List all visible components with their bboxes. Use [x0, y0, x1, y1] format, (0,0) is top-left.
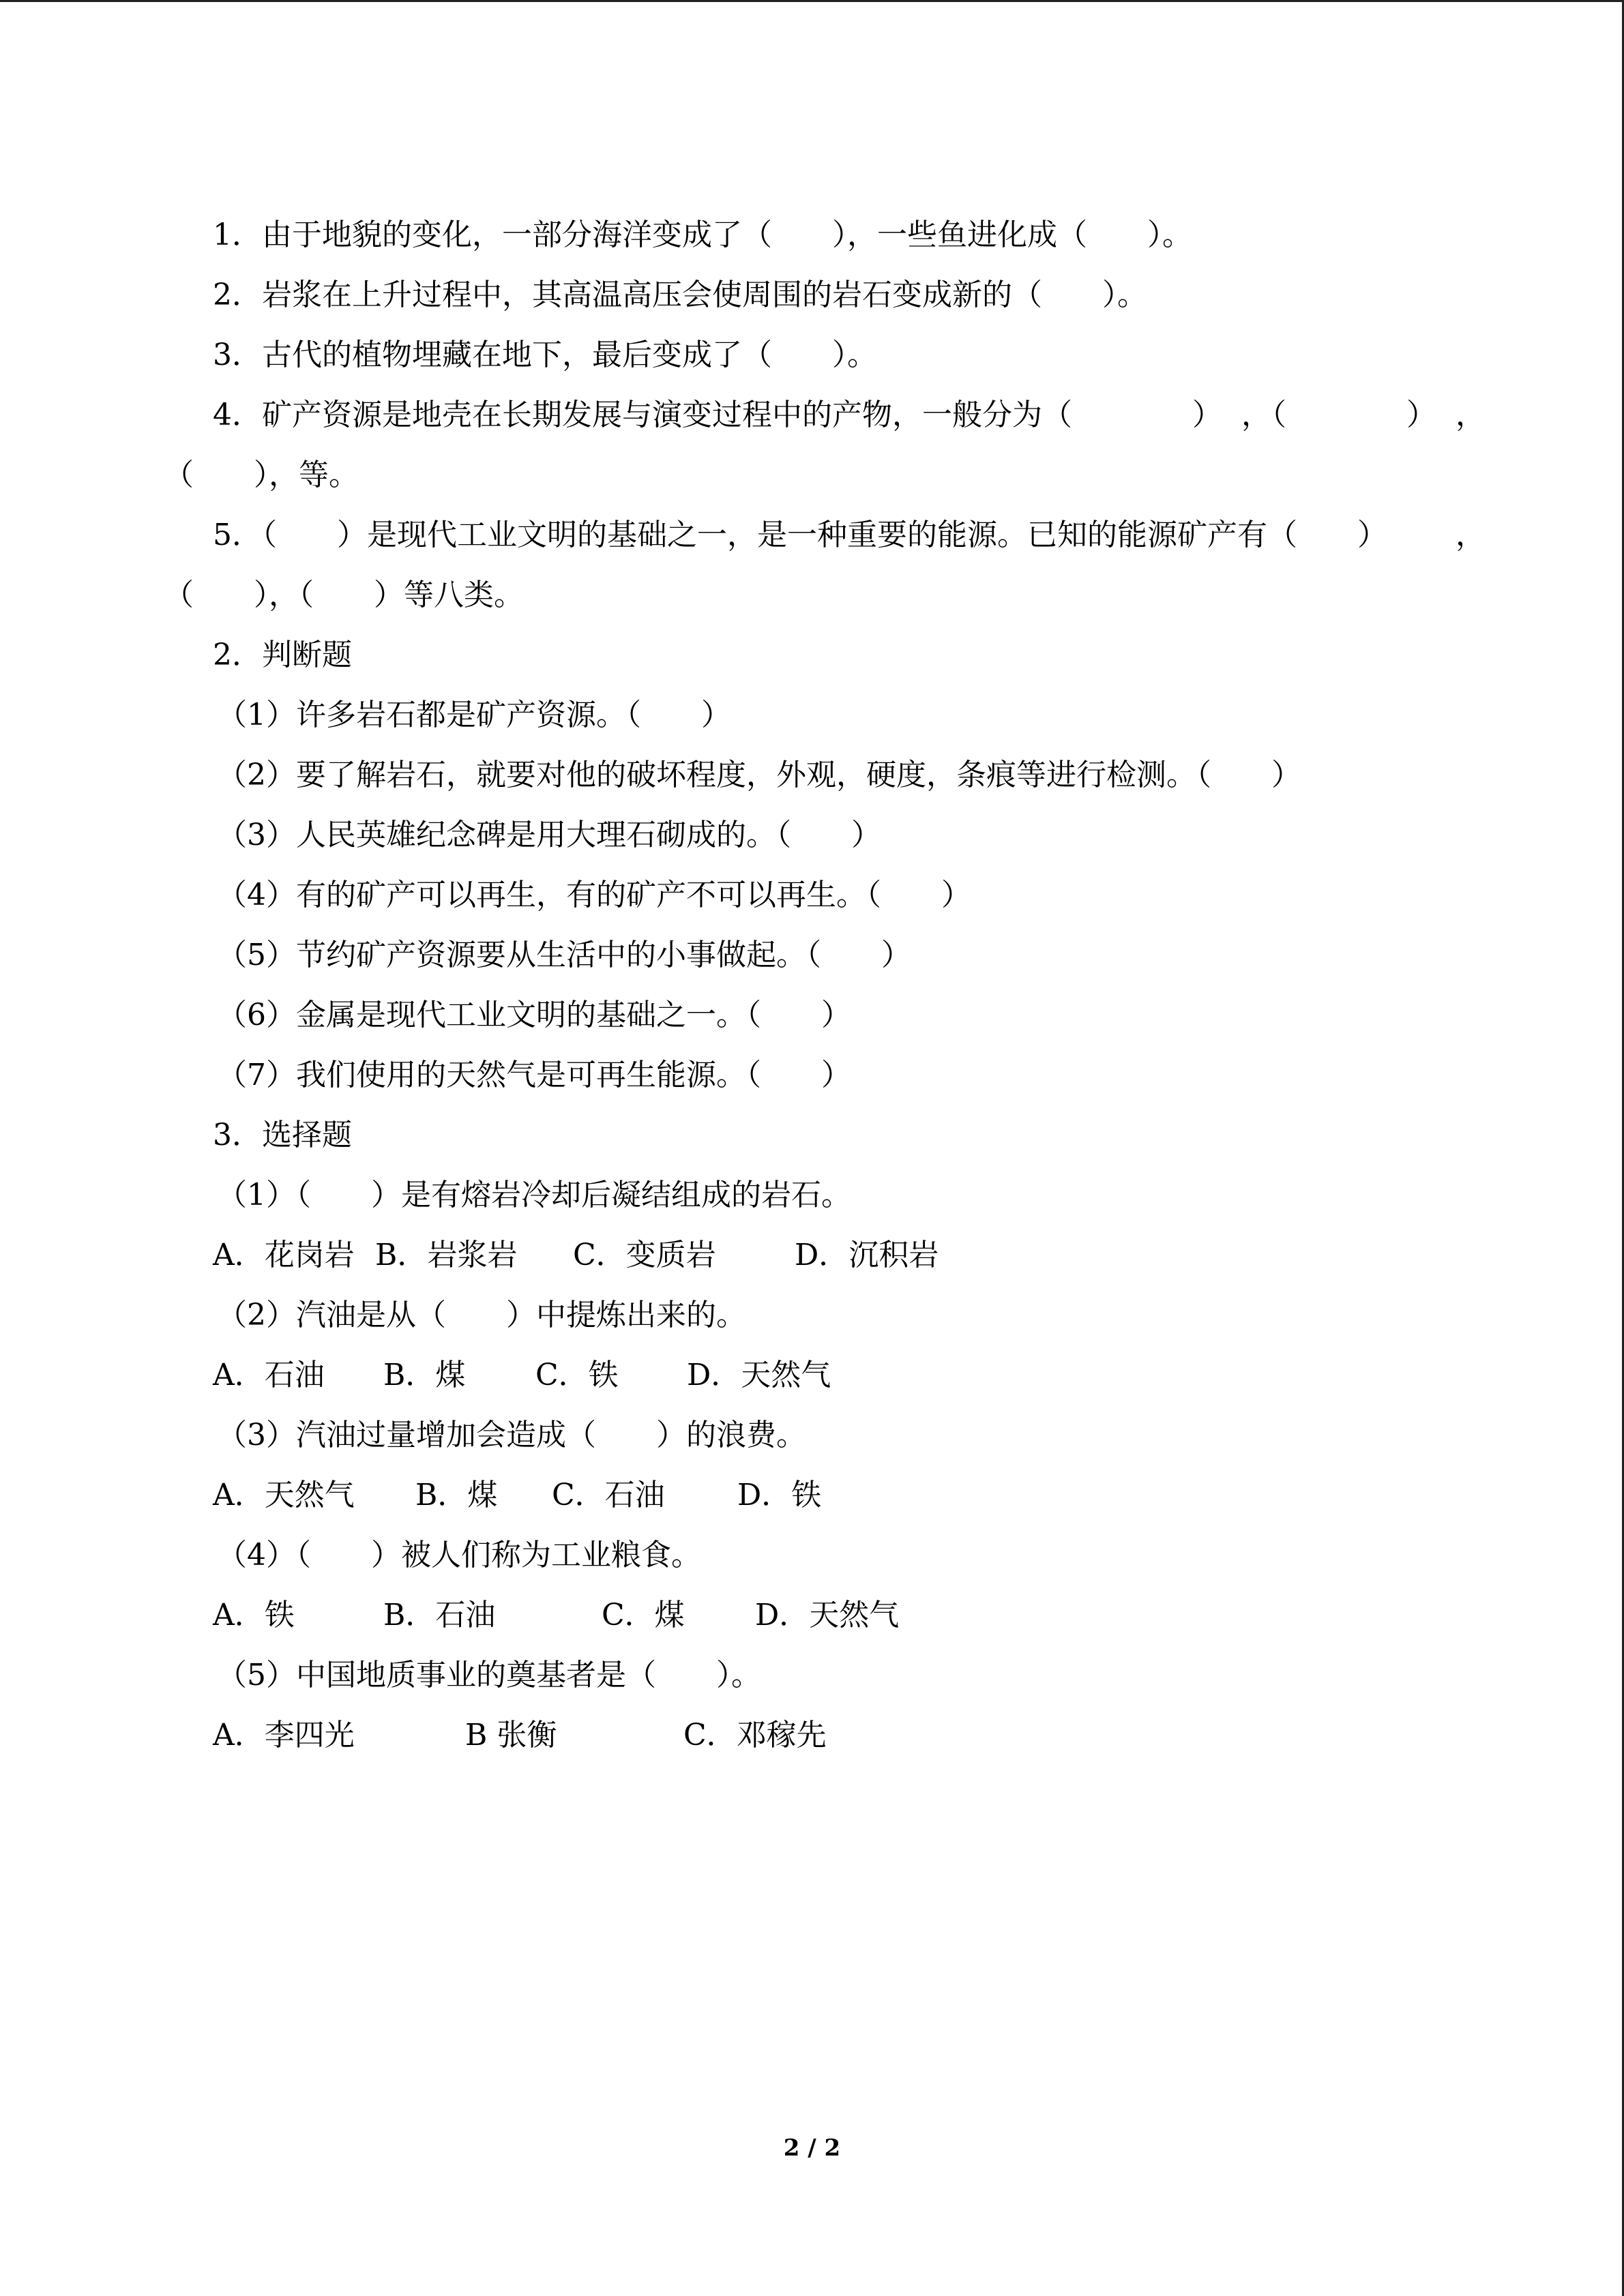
fill-blank-q5-part1: 5．（ ）是现代工业文明的基础之一，是一种重要的能源。已知的能源矿产有（ ）: [213, 518, 1387, 552]
choice-q4-option-d: D．天然气: [755, 1598, 900, 1632]
judgment-item-1: （1）许多岩石都是矿产资源。（ ）: [217, 698, 731, 732]
choice-q1-option-c: C．变质岩: [573, 1238, 716, 1272]
judgment-item-2: （2）要了解岩石，就要对他的破坏程度，外观，硬度，条痕等进行检测。（ ）: [217, 758, 1301, 792]
fill-blank-q4-part2: ，（ ）: [1241, 398, 1436, 432]
fill-blank-q4-part1: 4．矿产资源是地壳在长期发展与演变过程中的产物，一般分为（ ）: [213, 398, 1222, 432]
choice-q5-option-b: B 张衡: [465, 1718, 557, 1753]
choice-q4-option-c: C．煤: [602, 1598, 685, 1632]
choice-q5-option-c: C．邓稼先: [683, 1718, 827, 1753]
choice-q1-option-a: A．花岗岩: [213, 1238, 355, 1272]
choice-q2-option-c: C．铁: [535, 1358, 619, 1392]
choice-q1-option-d: D．沉积岩: [795, 1238, 939, 1272]
judgment-item-6: （6）金属是现代工业文明的基础之一。（ ）: [217, 998, 851, 1032]
choice-q2-options: [213, 1355, 831, 1396]
judgment-item-4: （4）有的矿产可以再生，有的矿产不可以再生。（ ）: [217, 878, 971, 912]
choice-q4-stem: （4）（ ）被人们称为工业粮食。: [217, 1538, 701, 1572]
page-number: 2 / 2: [783, 2134, 841, 2162]
judgment-heading: 2．判断题: [213, 638, 352, 672]
choice-q3-option-c: C．石油: [552, 1478, 665, 1512]
choice-q2-stem: （2）汽油是从（ ）中提炼出来的。: [217, 1298, 746, 1332]
fill-blank-q5-continued: （ ），（ ）等八类。: [164, 578, 524, 612]
judgment-item-5: （5）节约矿产资源要从生活中的小事做起。（ ）: [217, 938, 911, 972]
fill-blank-q3: 3．古代的植物埋藏在地下，最后变成了（ ）。: [213, 338, 877, 372]
fill-blank-q2: 2．岩浆在上升过程中，其高温高压会使周围的岩石变成新的（ ）。: [213, 278, 1147, 312]
choice-q4-option-a: A．铁: [213, 1598, 295, 1632]
choice-q3-option-d: D．铁: [737, 1478, 822, 1512]
choice-q2-option-a: A．石油: [213, 1358, 325, 1392]
top-border: [0, 0, 1624, 2]
fill-blank-q4-continued: （ ），等。: [164, 458, 359, 492]
choice-q5-options: [213, 1715, 827, 1756]
choice-q4-options: [213, 1595, 899, 1636]
judgment-item-7: （7）我们使用的天然气是可再生能源。（ ）: [217, 1058, 851, 1092]
choice-q3-option-a: A．天然气: [213, 1478, 355, 1512]
choice-q1-stem: （1）（ ）是有熔岩冷却后凝结组成的岩石。: [217, 1178, 851, 1212]
choice-q5-option-a: A．李四光: [213, 1718, 355, 1753]
choice-q3-stem: （3）汽油过量增加会造成（ ）的浪费。: [217, 1418, 806, 1452]
fill-blank-q4: [213, 395, 1486, 436]
choice-q2-option-b: B．煤: [383, 1358, 466, 1392]
choice-q4-option-b: B．石油: [383, 1598, 496, 1632]
choice-q1-options: [213, 1235, 939, 1276]
choice-q3-options: [213, 1475, 821, 1516]
choice-heading: 3．选择题: [213, 1118, 352, 1152]
choice-q5-stem: （5）中国地质事业的奠基者是（ ）。: [217, 1658, 761, 1693]
fill-blank-q4-part3: ，: [1456, 398, 1486, 432]
choice-q2-option-d: D．天然气: [687, 1358, 831, 1392]
fill-blank-q1: 1．由于地貌的变化，一部分海洋变成了（ ），一些鱼进化成（ ）。: [213, 218, 1192, 252]
choice-q3-option-b: B．煤: [415, 1478, 498, 1512]
choice-q1-option-b: B．岩浆岩: [375, 1238, 518, 1272]
fill-blank-q5-part2: ，: [1456, 518, 1486, 552]
fill-blank-q5: [213, 515, 1486, 556]
judgment-item-3: （3）人民英雄纪念碑是用大理石砌成的。（ ）: [217, 818, 881, 852]
